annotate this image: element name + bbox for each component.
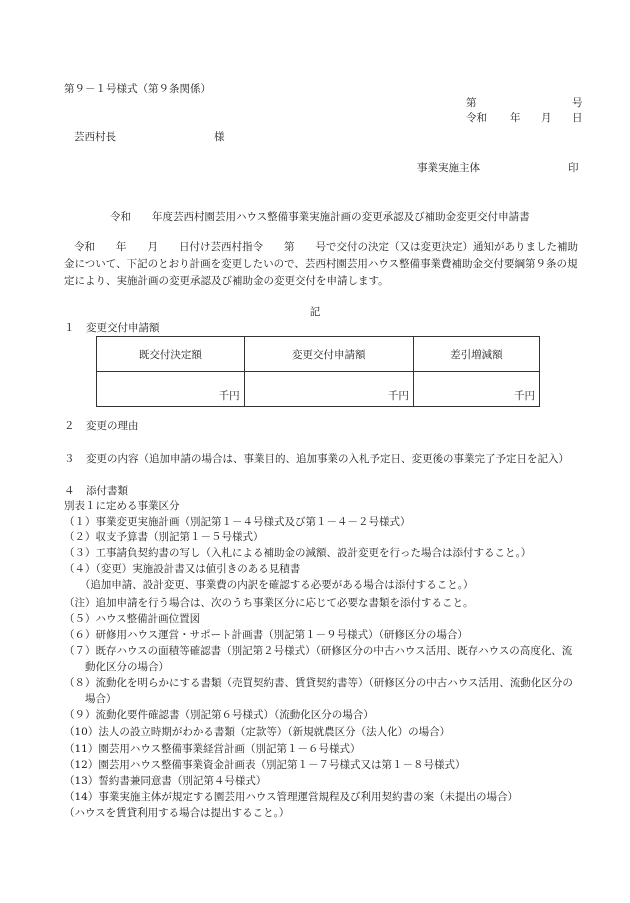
attachment-item: （４）（変更）実施設計書又は値引きのある見積書 (64, 563, 301, 575)
body-line-2: 金について、下記のとおり計画を変更したいので、芸西村園芸用ハウス整備事業費補助金交付要綱第９条の規 (64, 258, 578, 270)
attachment-item-cont: 動化区分の場合） (64, 661, 169, 673)
body-line-1: 令和 年 月 日付け芸西村指令 第 号で交付の決定（又は変更決定）通知がありました補助 (74, 241, 578, 253)
attachment-item: （６）研修用ハウス運営・サポート計画書（別記第１－９号様式）（研修区分の場合） (64, 629, 468, 641)
cell-existing-grant-input[interactable] (97, 372, 245, 407)
unit-label: 千円 (218, 389, 240, 402)
date-era: 令和 (466, 112, 487, 124)
ki-heading: 記 (309, 306, 321, 318)
unit-label: 千円 (387, 389, 409, 402)
date-year: 年 (510, 112, 521, 124)
addressee-honorific: 様 (214, 131, 225, 143)
attachment-item: （12）園芸用ハウス整備事業資金計画表（別記第１－７号様式又は第１－８号様式） (64, 759, 466, 771)
attachment-item: （13）誓約書兼同意書（別記第４号様式） (64, 775, 267, 787)
attachment-item: （８）流動化を明らかにする書類（売買契約書、賃貸契約書等）（研修区分の中古ハウス活用、流動化区分の (64, 677, 573, 689)
section1-label: 変更交付申請額 (86, 322, 160, 334)
attachment-item: （１）事業変更実施計画（別記第１－４号様式及び第１－４－２号様式） (64, 516, 411, 528)
attachment-item: （10）法人の設立時期がわかる書類（定款等）（新規就農区分（法人化）の場合） (64, 726, 451, 738)
attachment-item: （７）既存ハウスの面積等確認書（別記第２号様式）（研修区分の中古ハウス活用、既存ハウスの高度化、流 (64, 645, 573, 657)
number-suffix: 号 (572, 97, 583, 109)
header-difference: 差引増減額 (413, 337, 539, 372)
section2-number: ２ (64, 420, 75, 432)
cell-difference-input[interactable] (413, 372, 539, 407)
attachment-item: （11）園芸用ハウス整備事業経営計画（別記第１－６号様式） (64, 743, 361, 755)
attachment-item: （14）事業実施主体が規定する園芸用ハウス管理運営規程及び利用契約書の案（未提出の場合） (64, 791, 519, 803)
body-line-3: 定により、実施計画の変更承認及び補助金の変更交付を申請します。 (64, 275, 389, 287)
seal-mark: 印 (568, 162, 579, 174)
document-title: 令和 年度芸西村園芸用ハウス整備事業実施計画の変更承認及び補助金変更交付申請書 (110, 211, 530, 223)
date-day: 日 (572, 112, 583, 124)
attachment-intro: 別表１に定める事業区分 (64, 500, 180, 512)
unit-label: 千円 (514, 389, 535, 402)
attachment-item: （追加申請、設計変更、事業費の内訳を確認する必要がある場合は添付すること。） (64, 579, 474, 591)
attachment-note: （注）追加申請を行う場合は、次のうち事業区分に応じて必要な書類を添付すること。 (64, 597, 474, 609)
section1-number: １ (64, 322, 75, 334)
header-change-request: 変更交付申請額 (244, 337, 413, 372)
number-prefix: 第 (466, 97, 477, 109)
form-identifier: 第９－１号様式（第９条関係） (64, 83, 211, 95)
header-existing-grant: 既交付決定額 (97, 337, 245, 372)
date-month: 月 (541, 112, 552, 124)
attachment-item: （９）流動化要件確認書（別記第６号様式）（流動化区分の場合） (64, 709, 374, 721)
attachment-item: （５）ハウス整備計画位置図 (64, 613, 201, 625)
section4-number: ４ (64, 485, 75, 497)
cell-change-request-input[interactable] (244, 372, 413, 407)
attachment-item: （２）収支予算書（別記第１－５号様式） (64, 531, 264, 543)
applicant-label: 事業実施主体 (417, 162, 480, 174)
section2-label: 変更の理由 (86, 420, 139, 432)
attachment-item-cont: 場合） (64, 693, 117, 705)
amount-table (96, 336, 540, 407)
section3-number: ３ (64, 453, 75, 465)
section3-label: 変更の内容（追加申請の場合は、事業目的、追加事業の入札予定日、変更後の事業完了予定日を記入） (86, 453, 569, 465)
addressee-name: 芸西村長 (74, 131, 116, 143)
attachment-note: （ハウスを賃貸利用する場合は提出すること。） (64, 807, 290, 819)
section4-label: 添付書類 (86, 485, 128, 497)
attachment-item: （３）工事請負契約書の写し（入札による補助金の減額、設計変更を行った場合は添付すること。） (64, 547, 532, 559)
